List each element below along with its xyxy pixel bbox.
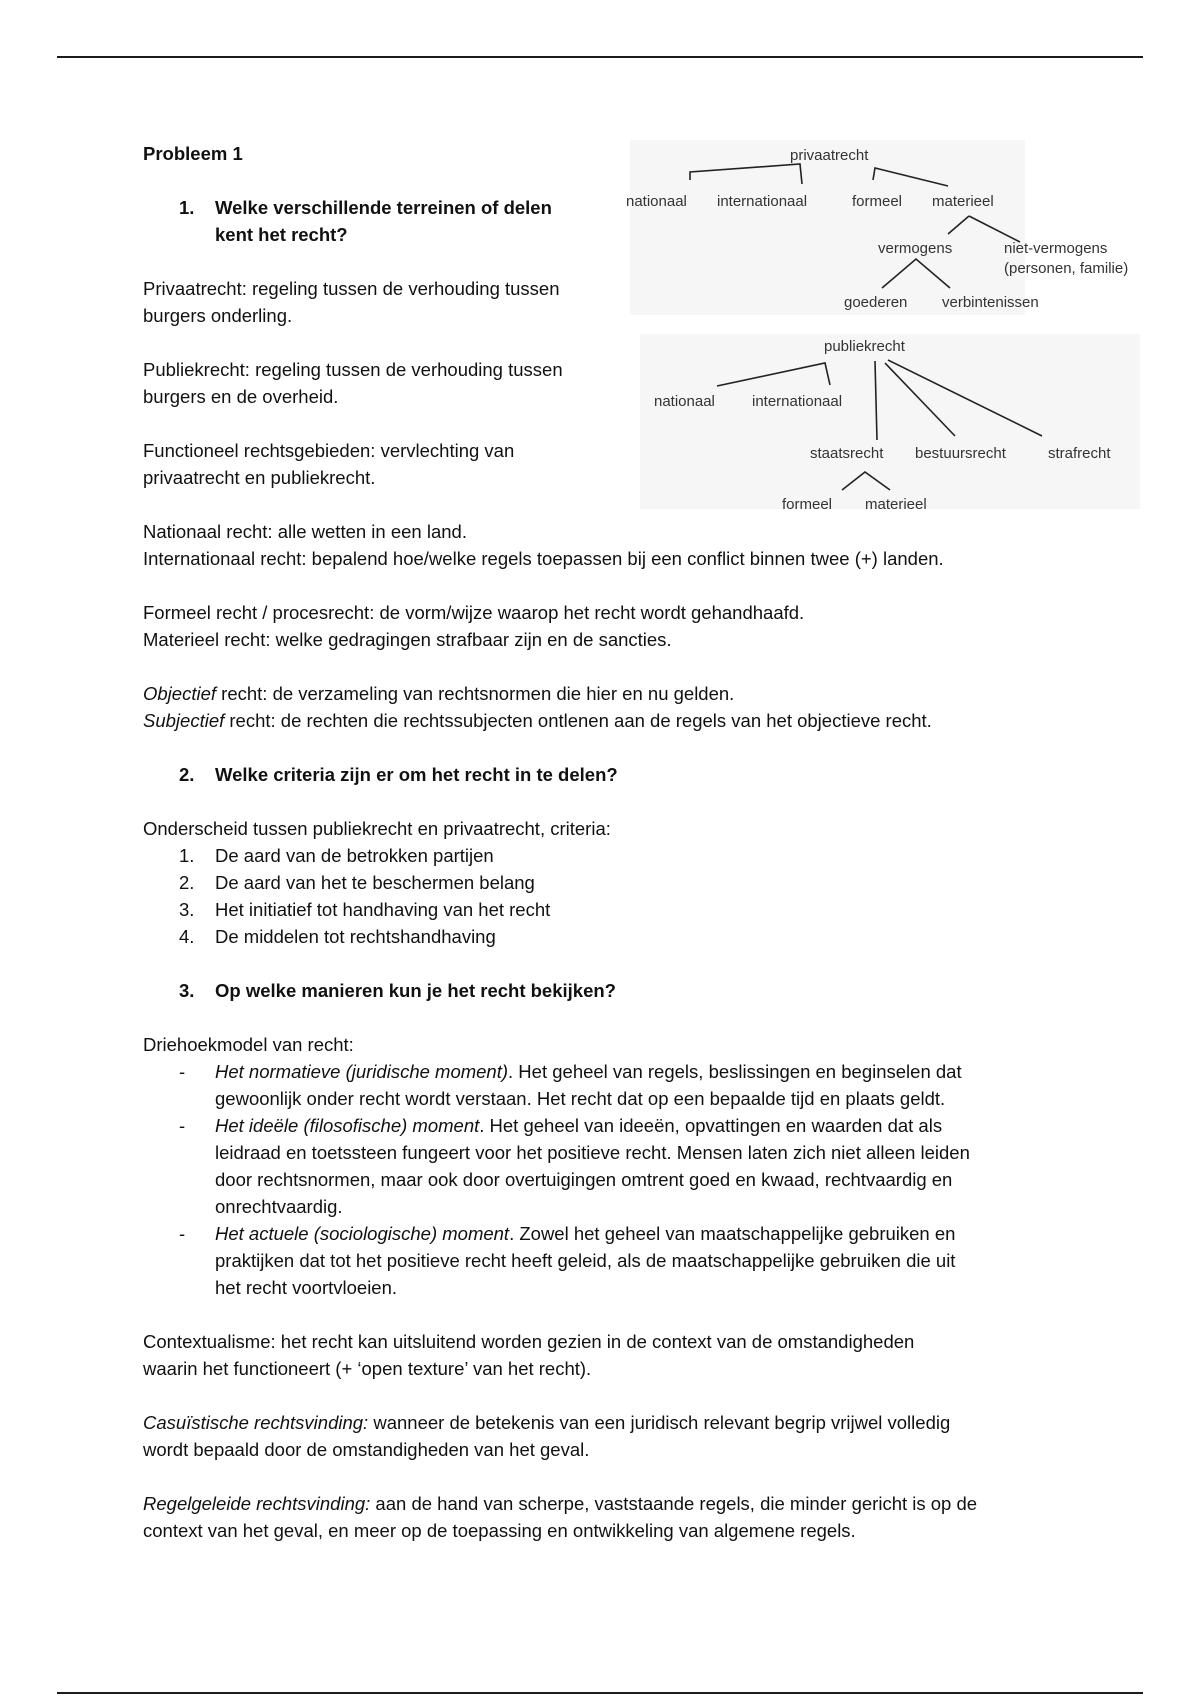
- criteria-item: [143, 896, 1063, 923]
- question-3: [143, 977, 1063, 1004]
- nationaal-def: Nationaal recht: alle wetten in een land.: [143, 521, 467, 542]
- node-verbintenissen: verbintenissen: [942, 294, 1039, 311]
- privaatrecht-line-1: Privaatrecht: regeling tussen de verhouding tussen: [143, 278, 560, 299]
- question-1-number: 1.: [179, 197, 195, 218]
- moment-item: [143, 1112, 1063, 1220]
- bottom-rule: [57, 1692, 1143, 1694]
- functioneel-line-2: privaatrecht en publiekrecht.: [143, 467, 376, 488]
- node-staats-materieel: materieel: [865, 496, 927, 513]
- objectief-def: [143, 680, 1063, 707]
- materieel-def: Materieel recht: welke gedragingen strafbaar zijn en de sancties.: [143, 629, 672, 650]
- moment-item: [143, 1058, 1063, 1112]
- functioneel-def: [143, 437, 618, 491]
- criteria-item-text: De aard van de betrokken partijen: [215, 845, 494, 866]
- criteria-item: [143, 869, 1063, 896]
- node-bestuursrecht: bestuursrecht: [915, 445, 1006, 462]
- objectief-term: Objectief: [143, 683, 217, 704]
- subjectief-rest: recht: de rechten die rechtssubjecten ontlenen aan de regels van het objectieve recht.: [224, 710, 932, 731]
- internationaal-def: Internationaal recht: bepalend hoe/welke regels toepassen bij een conflict binnen twee (+) landen.: [143, 548, 944, 569]
- node-staatsrecht: staatsrecht: [810, 445, 884, 462]
- question-3-number: 3.: [179, 980, 195, 1001]
- privaatrecht-def: [143, 275, 618, 329]
- moment-line: het recht voortvloeien.: [215, 1277, 398, 1298]
- question-2-number: 2.: [179, 764, 195, 785]
- node-vermogens: vermogens: [878, 240, 953, 257]
- moment-line: door rechtsnormen, maar ook door overtuigingen omtrent goed en kwaad, rechtvaardig en: [215, 1169, 953, 1190]
- publiekrecht-line-2: burgers en de overheid.: [143, 386, 339, 407]
- criteria-intro: Onderscheid tussen publiekrecht en privaatrecht, criteria:: [143, 818, 611, 839]
- question-3-text: Op welke manieren kun je het recht bekijken?: [215, 980, 616, 1001]
- node-publiekrecht: publiekrecht: [824, 338, 905, 355]
- contextualisme-line-2: waarin het functioneert (+ ‘open texture’ van het recht).: [143, 1358, 592, 1379]
- subjectief-def: [143, 707, 1063, 734]
- question-1-line-1: Welke verschillende terreinen of delen: [215, 197, 552, 218]
- casuistisch-line-1: wanneer de betekenis van een juridisch relevant begrip vrijwel volledig: [368, 1412, 951, 1433]
- question-2: [143, 761, 1063, 788]
- regelgeleid-line-2: context van het geval, en meer op de toepassing en ontwikkeling van algemene regels.: [143, 1520, 856, 1541]
- moment-bullet: -: [179, 1115, 186, 1136]
- regelgeleid-line-1: aan de hand van scherpe, vaststaande regels, die minder gericht is op de: [370, 1493, 978, 1514]
- question-1-line-2: kent het recht?: [215, 224, 348, 245]
- criteria-item-text: De aard van het te beschermen belang: [215, 872, 535, 893]
- functioneel-line-1: Functioneel rechtsgebieden: vervlechting van: [143, 440, 515, 461]
- moment-item: [143, 1220, 1063, 1301]
- subjectief-term: Subjectief: [143, 710, 225, 731]
- moment-term: Het actuele (sociologische) moment: [215, 1223, 510, 1244]
- question-2-text: Welke criteria zijn er om het recht in te delen?: [215, 764, 618, 785]
- criteria-item-text: Het initiatief tot handhaving van het recht: [215, 899, 551, 920]
- node-privaat-internationaal: internationaal: [717, 193, 808, 210]
- casuistisch-term: Casuïstische rechtsvinding:: [143, 1412, 369, 1433]
- criteria-item-number: 2.: [179, 872, 195, 893]
- driehoek-intro: Driehoekmodel van recht:: [143, 1034, 354, 1055]
- casuistisch-line-2: wordt bepaald door de omstandigheden van het geval.: [143, 1439, 590, 1460]
- node-strafrecht: strafrecht: [1048, 445, 1111, 462]
- moment-bullet: -: [179, 1223, 186, 1244]
- privaatrecht-line-2: burgers onderling.: [143, 305, 293, 326]
- publiekrecht-line-1: Publiekrecht: regeling tussen de verhouding tussen: [143, 359, 563, 380]
- node-privaat-formeel: formeel: [852, 193, 903, 210]
- regelgeleid-term: Regelgeleide rechtsvinding:: [143, 1493, 371, 1514]
- node-publiek-nationaal: nationaal: [654, 393, 715, 410]
- regelgeleid-def: [143, 1490, 1063, 1544]
- node-publiek-internationaal: internationaal: [752, 393, 843, 410]
- node-niet-vermogens: niet-vermogens: [1004, 240, 1108, 257]
- moment-term: Het normatieve (juridische moment): [215, 1061, 509, 1082]
- contextualisme-line-1: Contextualisme: het recht kan uitsluitend worden gezien in de context van de omstandigheden: [143, 1331, 915, 1352]
- criteria-item-number: 3.: [179, 899, 195, 920]
- document-title: Probleem 1: [143, 143, 243, 164]
- moment-term: Het ideële (filosofische) moment: [215, 1115, 480, 1136]
- formeel-def: Formeel recht / procesrecht: de vorm/wijze waarop het recht wordt gehandhaafd.: [143, 602, 805, 623]
- moment-line: gewoonlijk onder recht wordt verstaan. Het recht dat op een bepaalde tijd en plaats geldt.: [215, 1088, 946, 1109]
- criteria-item-number: 4.: [179, 926, 195, 947]
- objectief-rest: recht: de verzameling van rechtsnormen die hier en nu gelden.: [216, 683, 735, 704]
- publiekrecht-def: [143, 356, 618, 410]
- moment-line: . Het geheel van regels, beslissingen en beginselen dat: [508, 1061, 962, 1082]
- top-rule: [57, 56, 1143, 58]
- moment-line: . Het geheel van ideeën, opvattingen en waarden dat als: [479, 1115, 943, 1136]
- node-privaat-materieel: materieel: [932, 193, 994, 210]
- contextualisme-def: [143, 1328, 1063, 1382]
- node-privaat-nationaal: nationaal: [626, 193, 687, 210]
- moment-line: onrechtvaardig.: [215, 1196, 343, 1217]
- criteria-item: [143, 842, 1063, 869]
- question-1: [143, 194, 1063, 248]
- node-goederen: goederen: [844, 294, 908, 311]
- moment-line: leidraad en toetssteen fungeert voor het positieve recht. Mensen laten zich niet alleen leiden: [215, 1142, 970, 1163]
- criteria-item: [143, 923, 1063, 950]
- node-niet-vermogens-sub: (personen, familie): [1004, 260, 1129, 277]
- criteria-item-number: 1.: [179, 845, 195, 866]
- criteria-item-text: De middelen tot rechtshandhaving: [215, 926, 496, 947]
- casuistisch-def: [143, 1409, 1063, 1463]
- moment-line: praktijken dat tot het positieve recht heeft geleid, als de maatschappelijke gebruiken die uit: [215, 1250, 956, 1271]
- document-body: [143, 140, 1063, 1544]
- moment-line: . Zowel het geheel van maatschappelijke gebruiken en: [509, 1223, 956, 1244]
- node-privaatrecht: privaatrecht: [790, 147, 869, 164]
- moment-bullet: -: [179, 1061, 186, 1082]
- node-staats-formeel: formeel: [782, 496, 833, 513]
